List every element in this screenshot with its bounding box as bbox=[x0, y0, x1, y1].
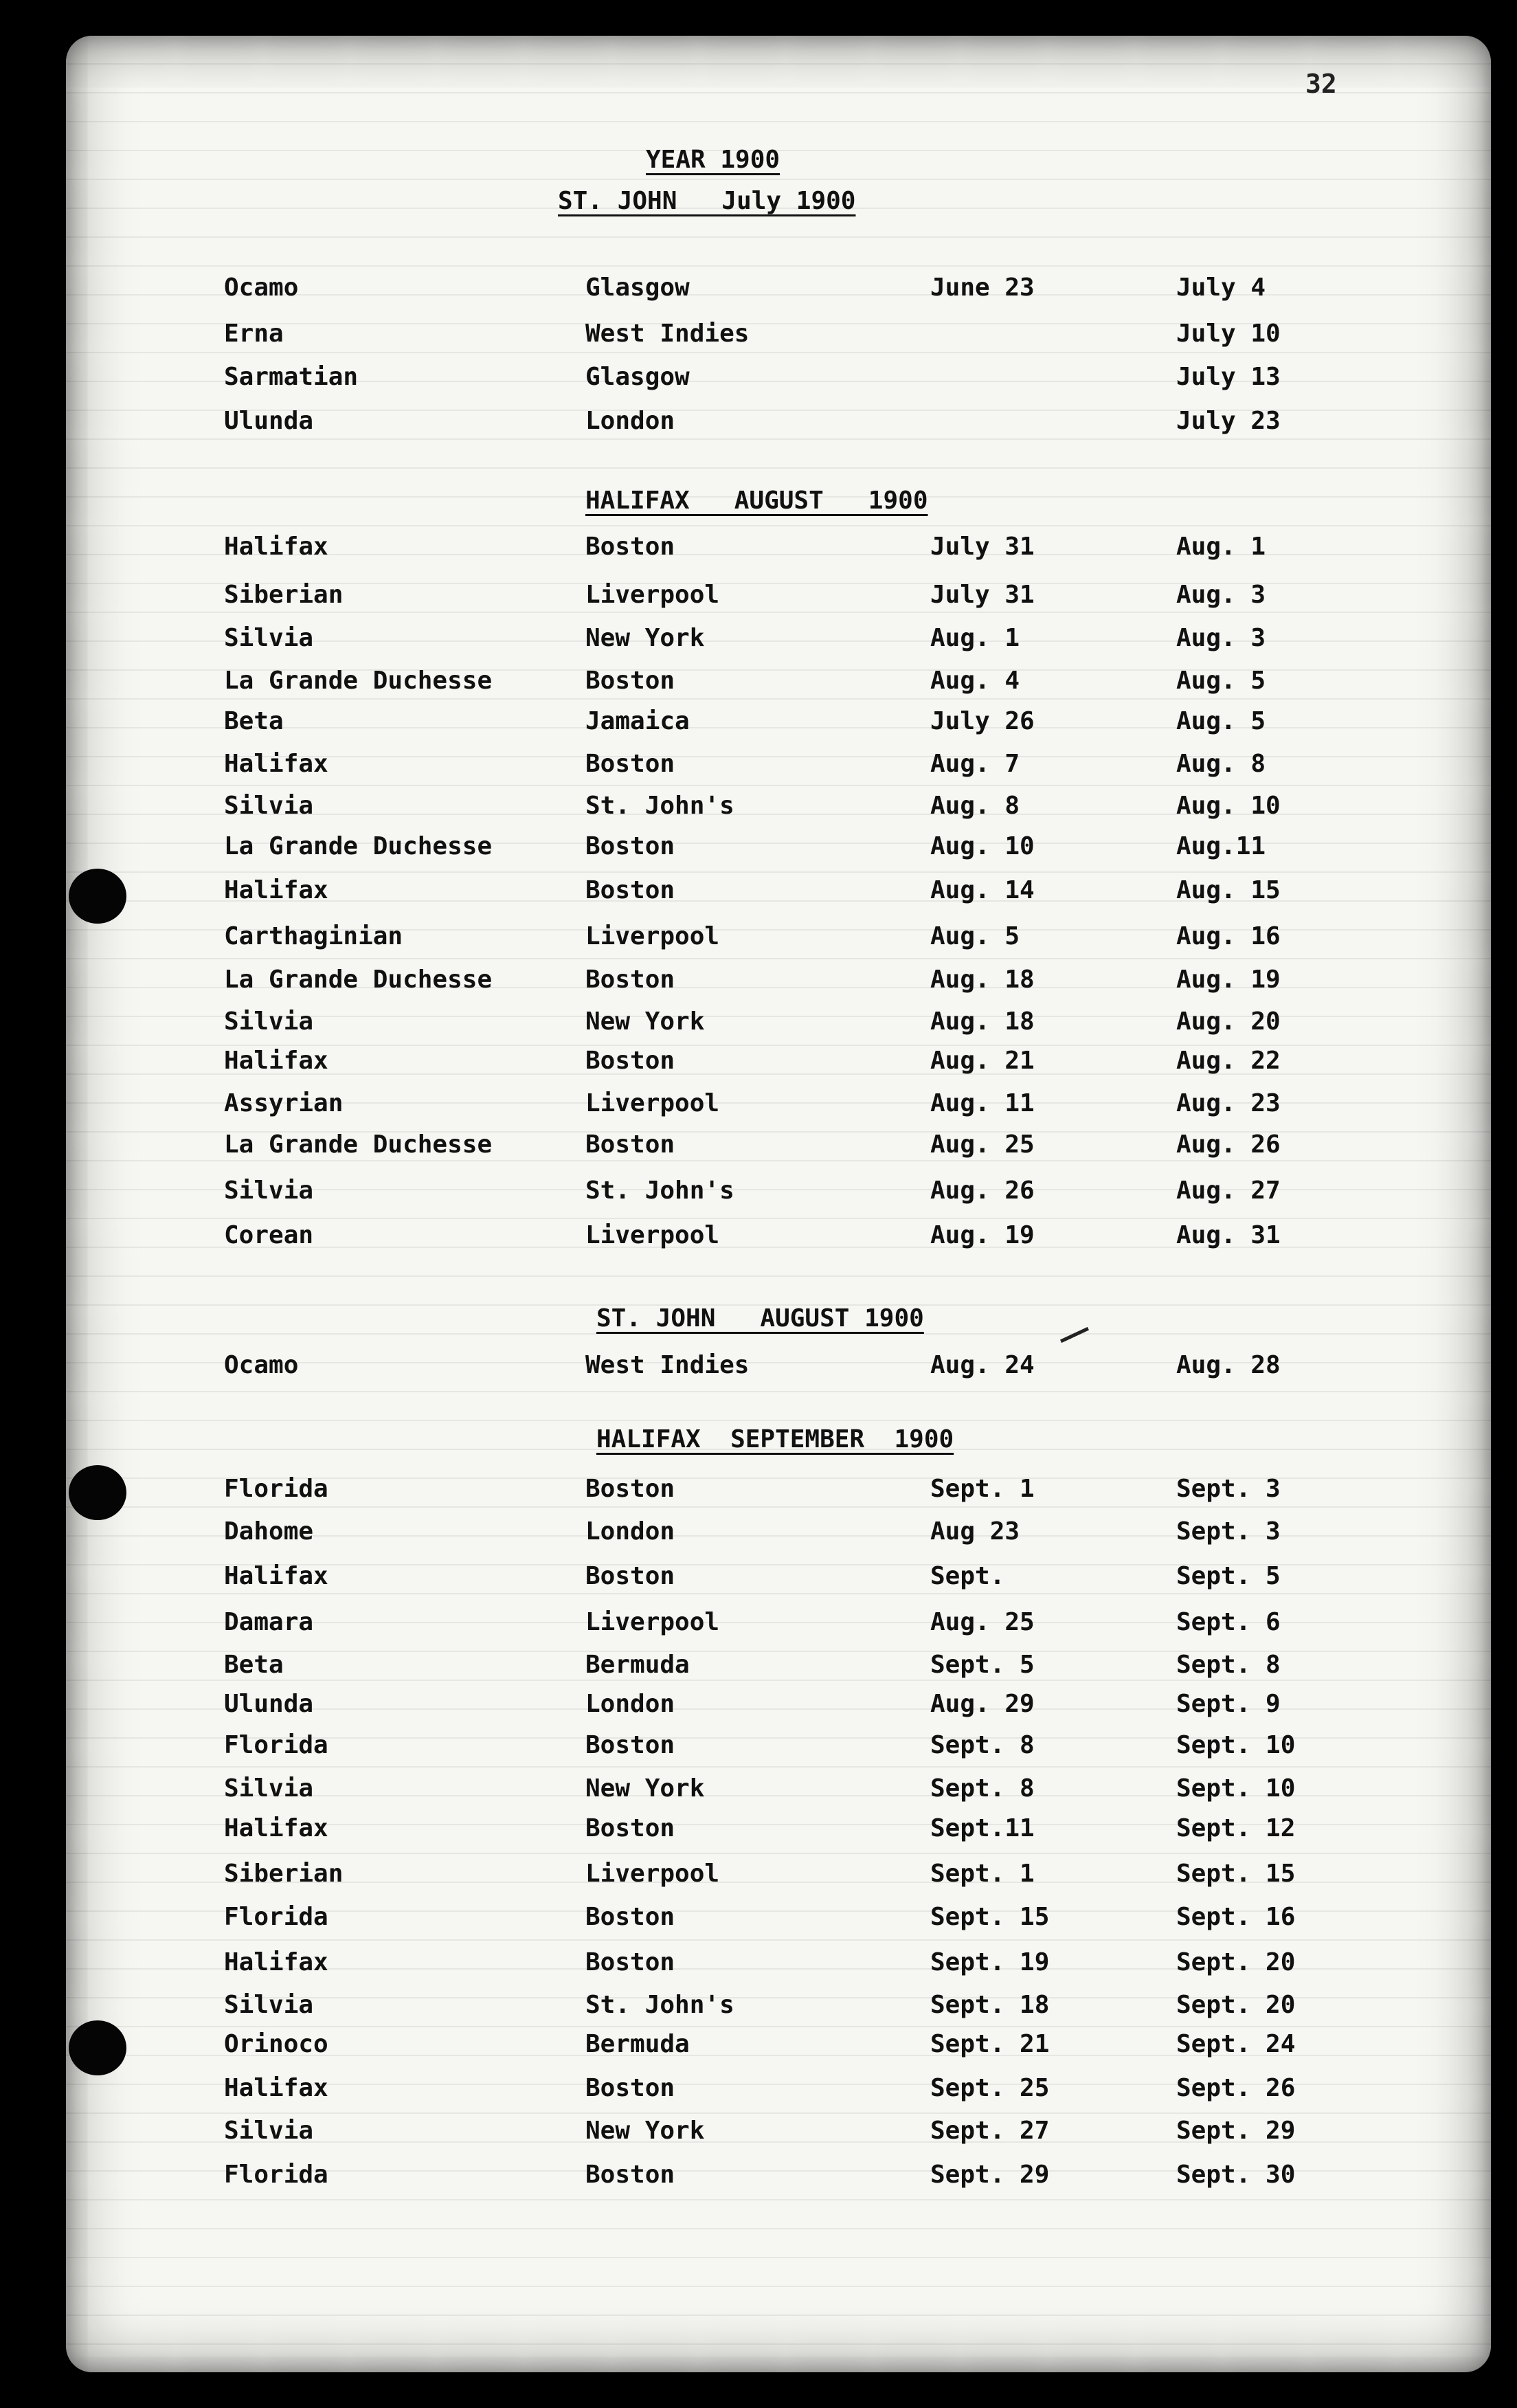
arrival-date: Sept. 12 bbox=[1176, 1814, 1296, 1842]
ship-name: Ulunda bbox=[224, 1690, 314, 1718]
ship-name: Silvia bbox=[224, 624, 314, 652]
ship-name: Beta bbox=[224, 1651, 284, 1679]
punch-hole bbox=[69, 2020, 126, 2075]
departure-port: Bermuda bbox=[585, 2030, 690, 2058]
arrival-date: Sept. 26 bbox=[1176, 2074, 1296, 2102]
arrival-date: Sept. 20 bbox=[1176, 1991, 1296, 2019]
departure-port: Boston bbox=[585, 1047, 675, 1075]
departure-port: St. John's bbox=[585, 792, 734, 820]
punch-hole bbox=[69, 869, 126, 924]
departure-port: New York bbox=[585, 624, 705, 652]
arrival-date: Sept. 6 bbox=[1176, 1608, 1281, 1636]
ship-name: Ocamo bbox=[224, 1351, 299, 1379]
sailing-date: Aug. 4 bbox=[930, 667, 1020, 695]
ship-name: Ulunda bbox=[224, 407, 314, 435]
ship-name: Silvia bbox=[224, 1007, 314, 1036]
departure-port: New York bbox=[585, 1774, 705, 1803]
ship-name: Corean bbox=[224, 1221, 314, 1249]
ship-name: Silvia bbox=[224, 1774, 314, 1803]
sailing-date: Sept. 5 bbox=[930, 1651, 1035, 1679]
ship-name: Halifax bbox=[224, 876, 328, 904]
departure-port: Liverpool bbox=[585, 1608, 720, 1636]
arrival-date: July 23 bbox=[1176, 407, 1281, 435]
arrival-date: Sept. 3 bbox=[1176, 1475, 1281, 1503]
sailing-date: Sept.11 bbox=[930, 1814, 1035, 1842]
ship-name: Florida bbox=[224, 1475, 328, 1503]
departure-port: Liverpool bbox=[585, 1089, 720, 1117]
departure-port: Boston bbox=[585, 2074, 675, 2102]
departure-port: Liverpool bbox=[585, 1860, 720, 1888]
sailing-date: Sept. 1 bbox=[930, 1475, 1035, 1503]
sailing-date: Sept. 27 bbox=[930, 2117, 1050, 2145]
ship-name: Halifax bbox=[224, 2074, 328, 2102]
arrival-date: Sept. 3 bbox=[1176, 1517, 1281, 1546]
arrival-date: Sept. 24 bbox=[1176, 2030, 1296, 2058]
sailing-date: Sept. 25 bbox=[930, 2074, 1050, 2102]
departure-port: Boston bbox=[585, 667, 675, 695]
ship-name: Beta bbox=[224, 707, 284, 735]
sailing-date: Aug. 19 bbox=[930, 1221, 1035, 1249]
departure-port: Boston bbox=[585, 1562, 675, 1590]
ship-name: La Grande Duchesse bbox=[224, 832, 493, 860]
arrival-date: Sept. 8 bbox=[1176, 1651, 1281, 1679]
arrival-date: Aug. 19 bbox=[1176, 966, 1281, 994]
departure-port: Boston bbox=[585, 876, 675, 904]
sailing-date: Aug. 21 bbox=[930, 1047, 1035, 1075]
sailing-date: Sept. 15 bbox=[930, 1903, 1050, 1931]
arrival-date: Sept. 16 bbox=[1176, 1903, 1296, 1931]
arrival-date: July 13 bbox=[1176, 363, 1281, 391]
departure-port: St. John's bbox=[585, 1991, 734, 2019]
arrival-date: July 10 bbox=[1176, 320, 1281, 348]
arrival-date: Aug. 3 bbox=[1176, 624, 1266, 652]
arrival-date: Sept. 10 bbox=[1176, 1774, 1296, 1803]
ship-name: Halifax bbox=[224, 750, 328, 778]
ship-name: Halifax bbox=[224, 1562, 328, 1590]
sailing-date: Aug. 18 bbox=[930, 1007, 1035, 1036]
arrival-date: Aug. 5 bbox=[1176, 667, 1266, 695]
sailing-date: June 23 bbox=[930, 274, 1035, 302]
arrival-date: Aug. 8 bbox=[1176, 750, 1266, 778]
arrival-date: Aug. 16 bbox=[1176, 922, 1281, 950]
ship-name: Florida bbox=[224, 2161, 328, 2189]
arrival-date: Sept. 10 bbox=[1176, 1731, 1296, 1759]
departure-port: Boston bbox=[585, 1475, 675, 1503]
sailing-date: July 31 bbox=[930, 533, 1035, 561]
ship-name: La Grande Duchesse bbox=[224, 1130, 493, 1159]
ship-name: Halifax bbox=[224, 1814, 328, 1842]
arrival-date: Aug. 23 bbox=[1176, 1089, 1281, 1117]
departure-port: Jamaica bbox=[585, 707, 690, 735]
arrival-date: Aug. 5 bbox=[1176, 707, 1266, 735]
sailing-date: Sept. bbox=[930, 1562, 1005, 1590]
arrival-date: Aug. 10 bbox=[1176, 792, 1281, 820]
sailing-date: Aug. 1 bbox=[930, 624, 1020, 652]
section-heading: HALIFAX SEPTEMBER 1900 bbox=[596, 1425, 954, 1453]
departure-port: Glasgow bbox=[585, 274, 690, 302]
arrival-date: Sept. 9 bbox=[1176, 1690, 1281, 1718]
arrival-date: Aug. 22 bbox=[1176, 1047, 1281, 1075]
arrival-date: Sept. 15 bbox=[1176, 1860, 1296, 1888]
ship-name: Ocamo bbox=[224, 274, 299, 302]
sailing-date: Aug. 14 bbox=[930, 876, 1035, 904]
arrival-date: Aug. 26 bbox=[1176, 1130, 1281, 1159]
ship-name: Halifax bbox=[224, 1047, 328, 1075]
section-heading: ST. JOHN July 1900 bbox=[558, 187, 856, 215]
arrival-date: Sept. 30 bbox=[1176, 2161, 1296, 2189]
sailing-date: Aug. 29 bbox=[930, 1690, 1035, 1718]
ship-name: Damara bbox=[224, 1608, 314, 1636]
departure-port: Liverpool bbox=[585, 922, 720, 950]
page-number: 32 bbox=[1305, 69, 1337, 99]
sailing-date: Aug. 25 bbox=[930, 1130, 1035, 1159]
departure-port: Bermuda bbox=[585, 1651, 690, 1679]
departure-port: New York bbox=[585, 2117, 705, 2145]
ship-name: Halifax bbox=[224, 533, 328, 561]
departure-port: Liverpool bbox=[585, 581, 720, 609]
section-heading: HALIFAX AUGUST 1900 bbox=[585, 487, 928, 515]
departure-port: Boston bbox=[585, 1731, 675, 1759]
ship-name: Florida bbox=[224, 1731, 328, 1759]
sailing-date: Aug. 5 bbox=[930, 922, 1020, 950]
departure-port: Boston bbox=[585, 1948, 675, 1976]
ship-name: Siberian bbox=[224, 581, 344, 609]
sailing-date: Sept. 29 bbox=[930, 2161, 1050, 2189]
departure-port: Boston bbox=[585, 1903, 675, 1931]
departure-port: West Indies bbox=[585, 320, 750, 348]
section-heading: ST. JOHN AUGUST 1900 bbox=[596, 1304, 924, 1333]
arrival-date: Aug. 15 bbox=[1176, 876, 1281, 904]
ship-name: Assyrian bbox=[224, 1089, 344, 1117]
ship-name: Erna bbox=[224, 320, 284, 348]
departure-port: London bbox=[585, 1690, 675, 1718]
departure-port: Boston bbox=[585, 832, 675, 860]
departure-port: Liverpool bbox=[585, 1221, 720, 1249]
arrival-date: July 4 bbox=[1176, 274, 1266, 302]
ship-name: Silvia bbox=[224, 1177, 314, 1205]
sailing-date: Aug. 25 bbox=[930, 1608, 1035, 1636]
arrival-date: Aug. 3 bbox=[1176, 581, 1266, 609]
sailing-date: Sept. 19 bbox=[930, 1948, 1050, 1976]
arrival-date: Aug.11 bbox=[1176, 832, 1266, 860]
ship-name: Dahome bbox=[224, 1517, 314, 1546]
departure-port: New York bbox=[585, 1007, 705, 1036]
ship-name: Orinoco bbox=[224, 2030, 328, 2058]
arrival-date: Aug. 31 bbox=[1176, 1221, 1281, 1249]
arrival-date: Aug. 20 bbox=[1176, 1007, 1281, 1036]
sailing-date: Sept. 8 bbox=[930, 1731, 1035, 1759]
departure-port: London bbox=[585, 407, 675, 435]
arrival-date: Sept. 29 bbox=[1176, 2117, 1296, 2145]
ship-name: Silvia bbox=[224, 2117, 314, 2145]
ship-name: La Grande Duchesse bbox=[224, 667, 493, 695]
departure-port: St. John's bbox=[585, 1177, 734, 1205]
departure-port: West Indies bbox=[585, 1351, 750, 1379]
sailing-date: July 26 bbox=[930, 707, 1035, 735]
sailing-date: Aug. 26 bbox=[930, 1177, 1035, 1205]
sailing-date: Sept. 1 bbox=[930, 1860, 1035, 1888]
sailing-date: Aug. 10 bbox=[930, 832, 1035, 860]
ship-name: Silvia bbox=[224, 792, 314, 820]
ship-name: Sarmatian bbox=[224, 363, 359, 391]
departure-port: Boston bbox=[585, 1814, 675, 1842]
ship-name: Halifax bbox=[224, 1948, 328, 1976]
arrival-date: Aug. 27 bbox=[1176, 1177, 1281, 1205]
departure-port: Boston bbox=[585, 1130, 675, 1159]
arrival-date: Sept. 20 bbox=[1176, 1948, 1296, 1976]
ship-name: Carthaginian bbox=[224, 922, 403, 950]
departure-port: Boston bbox=[585, 966, 675, 994]
sailing-date: Aug. 18 bbox=[930, 966, 1035, 994]
sailing-date: Aug. 24 bbox=[930, 1351, 1035, 1379]
departure-port: Boston bbox=[585, 533, 675, 561]
document-title: YEAR 1900 bbox=[646, 146, 780, 174]
sailing-date: Aug. 7 bbox=[930, 750, 1020, 778]
sailing-date: Sept. 8 bbox=[930, 1774, 1035, 1803]
ship-name: Silvia bbox=[224, 1991, 314, 2019]
sailing-date: Sept. 21 bbox=[930, 2030, 1050, 2058]
sailing-date: Aug. 8 bbox=[930, 792, 1020, 820]
departure-port: Boston bbox=[585, 2161, 675, 2189]
sailing-date: July 31 bbox=[930, 581, 1035, 609]
ship-name: Florida bbox=[224, 1903, 328, 1931]
departure-port: Boston bbox=[585, 750, 675, 778]
sailing-date: Aug. 11 bbox=[930, 1089, 1035, 1117]
punch-hole bbox=[69, 1465, 126, 1520]
ship-name: La Grande Duchesse bbox=[224, 966, 493, 994]
sailing-date: Sept. 18 bbox=[930, 1991, 1050, 2019]
ship-name: Siberian bbox=[224, 1860, 344, 1888]
arrival-date: Sept. 5 bbox=[1176, 1562, 1281, 1590]
departure-port: London bbox=[585, 1517, 675, 1546]
departure-port: Glasgow bbox=[585, 363, 690, 391]
arrival-date: Aug. 28 bbox=[1176, 1351, 1281, 1379]
sailing-date: Aug 23 bbox=[930, 1517, 1020, 1546]
arrival-date: Aug. 1 bbox=[1176, 533, 1266, 561]
